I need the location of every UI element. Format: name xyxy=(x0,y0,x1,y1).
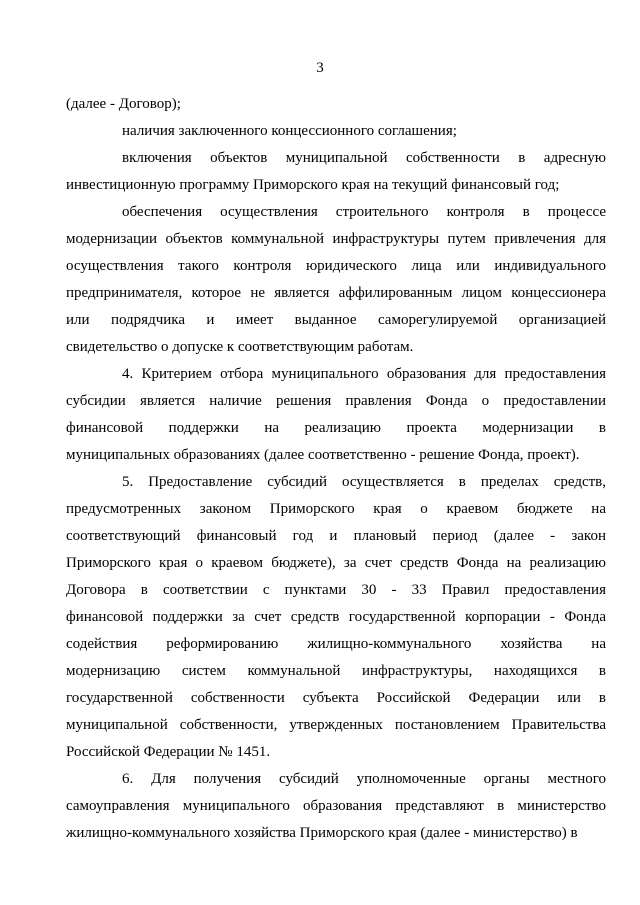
text-line: свидетельство о допуске к соответствующим работам. xyxy=(66,339,414,355)
text-line: финансовой поддержки за счет средств государственной корпорации - Фонда xyxy=(66,609,606,625)
text-line: соответствующий финансовый год и плановый период (далее - закон xyxy=(66,528,606,544)
paragraph-concession xyxy=(66,118,606,145)
text-line: жилищно-коммунального хозяйства Приморского края (далее - министерство) в xyxy=(66,825,578,841)
text-line: или подрядчика и имеет выданное саморегулируемой организацией xyxy=(66,312,606,328)
text-line: включения объектов муниципальной собственности в адресную xyxy=(122,150,606,166)
text-line: финансовой поддержки на реализацию проекта модернизации в xyxy=(66,420,606,436)
paragraph-4-selection-criterion xyxy=(66,361,606,469)
text-line: 5. Предоставление субсидий осуществляется в пределах средств, xyxy=(122,474,606,490)
text-line: содействия реформированию жилищно-коммунального хозяйства на xyxy=(66,636,606,652)
page-number: 3 xyxy=(316,60,324,76)
text-line: самоуправления муниципального образования представляют в министерство xyxy=(66,798,606,814)
text-line: 6. Для получения субсидий уполномоченные органы местного xyxy=(122,771,606,787)
text-line: модернизации объектов коммунальной инфраструктуры путем привлечения для xyxy=(66,231,606,247)
text-line: субсидии является наличие решения правления Фонда о предоставлении xyxy=(66,393,606,409)
text-line: государственной собственности субъекта Российской Федерации или в xyxy=(66,690,606,706)
text-line: Приморского края о краевом бюджете), за счет средств Фонда на реализацию xyxy=(66,555,606,571)
text-line: наличия заключенного концессионного соглашения; xyxy=(122,123,457,139)
text-line: 4. Критерием отбора муниципального образования для предоставления xyxy=(122,366,606,382)
text-line: (далее - Договор); xyxy=(66,96,181,112)
paragraph-5-subsidy-provision xyxy=(66,469,606,766)
text-line: предусмотренных законом Приморского края о краевом бюджете на xyxy=(66,501,606,517)
paragraph-dogovor-tail xyxy=(66,91,606,118)
text-line: Договора в соответствии с пунктами 30 - 33 Правил предоставления xyxy=(66,582,606,598)
paragraph-construction-control xyxy=(66,199,606,361)
text-line: муниципальных образованиях (далее соответственно - решение Фонда, проект). xyxy=(66,447,580,463)
paragraph-investment-program xyxy=(66,145,606,199)
text-line: муниципальной собственности, утвержденных постановлением Правительства xyxy=(66,717,606,733)
text-line: осуществления такого контроля юридического лица или индивидуального xyxy=(66,258,606,274)
paragraph-6-obtaining-subsidies xyxy=(66,766,606,847)
text-line: Российской Федерации № 1451. xyxy=(66,744,271,760)
text-line: модернизацию систем коммунальной инфраструктуры, находящихся в xyxy=(66,663,606,679)
text-line: инвестиционную программу Приморского края на текущий финансовый год; xyxy=(66,177,560,193)
text-line: предпринимателя, которое не является аффилированным лицом концессионера xyxy=(66,285,606,301)
text-line: обеспечения осуществления строительного контроля в процессе xyxy=(122,204,606,220)
